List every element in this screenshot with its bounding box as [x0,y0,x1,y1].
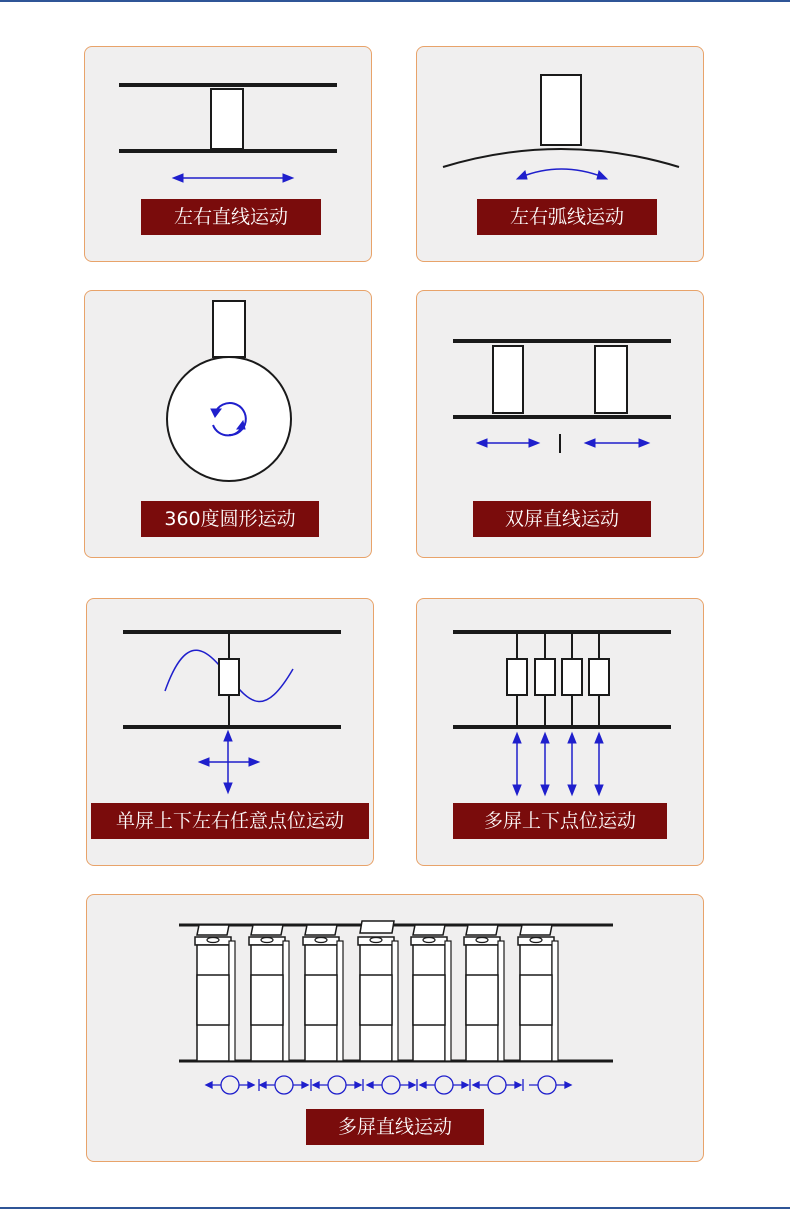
screen-block [213,301,245,357]
panel-label: 多屏上下点位运动 [453,803,667,839]
panel-label: 左右直线运动 [141,199,321,235]
top-rule [0,0,790,2]
motion-marker [367,1076,415,1094]
panel-single-xy [86,598,374,866]
motion-marker [260,1076,308,1094]
panel-circular [84,290,372,558]
cabinet [249,925,289,1061]
panel-multi-linear [86,894,704,1162]
motion-marker [313,1076,361,1094]
cabinet [358,921,398,1061]
cabinet [195,925,235,1061]
screen-block-left [493,346,523,413]
screen-block [219,659,239,695]
motion-marker [529,1076,571,1094]
screen-block [535,659,555,695]
rotating-disc [167,357,291,481]
panel-label: 360度圆形运动 [141,501,319,537]
screen-block [541,75,581,145]
panel-linear-horizontal [84,46,372,262]
vertical-arrows [513,733,603,795]
panel-multi-vertical [416,598,704,866]
arc-arrow-left-head [517,171,527,179]
cross-arrow [199,731,259,793]
panel-label: 单屏上下左右任意点位运动 [91,803,369,839]
screen-block [562,659,582,695]
left-right-arrow [173,174,293,182]
screen-block [507,659,527,695]
cabinet [303,925,343,1061]
right-arrow-pair [585,439,649,447]
panel-dual-linear [416,290,704,558]
motion-marker [473,1076,521,1094]
arc-arrow [521,169,603,177]
screen-block-right [595,346,627,413]
screen-block [589,659,609,695]
panel-label: 多屏直线运动 [306,1109,484,1145]
cabinet [464,925,504,1061]
screen-units [507,634,609,725]
cabinet [518,925,558,1061]
cabinet [411,925,451,1061]
arc-rail [443,149,679,167]
panel-arc [416,46,704,262]
motion-marker [206,1076,254,1094]
screen-block [211,89,243,149]
panel-label: 双屏直线运动 [473,501,651,537]
screen-cabinets [195,921,558,1061]
horizontal-motion-markers [206,1076,571,1094]
motion-marker [420,1076,468,1094]
left-arrow-pair [477,439,539,447]
panel-label: 左右弧线运动 [477,199,657,235]
arc-arrow-right-head [597,171,607,179]
